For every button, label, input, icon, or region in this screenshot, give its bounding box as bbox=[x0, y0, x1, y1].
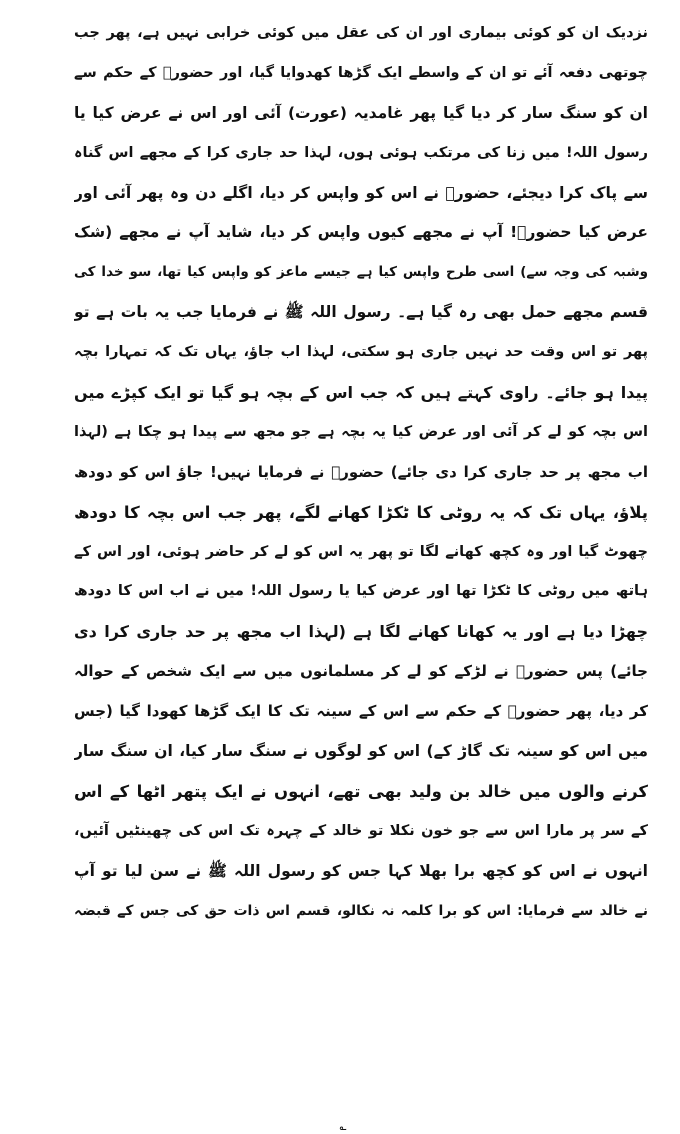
text-line: سے پاک کرا دیجئے، حضورؐ نے اس کو واپس کر دیا، اگلے دن وہ پھر آئی اور bbox=[74, 183, 648, 202]
text-line: کر دیا، پھر حضورؐ کے حکم سے اس کے سینہ تک کا ایک گڑھا کھودا گیا (جس bbox=[74, 702, 648, 721]
text-line: قسم مجھے حمل بھی رہ گیا ہے۔ رسول اللہ ﷺ نے فرمایا جب یہ بات ہے تو bbox=[74, 303, 648, 322]
text-line: اس بچہ کو لے کر آئی اور عرض کیا یہ بچہ ہے جو مجھ سے پیدا ہو چکا ہے (لہذا bbox=[74, 423, 648, 440]
text-line: نزدیک ان کو کوئی بیماری اور ان کی عقل میں کوئی خرابی نہیں ہے، پھر جب bbox=[74, 25, 648, 41]
text-line: میں اس کو سینہ تک گاڑ کے) اس کو لوگوں نے سنگ سار کیا، ان سنگ سار bbox=[74, 742, 648, 761]
body-text bbox=[74, 14, 648, 931]
text-line: پلاؤ، یہاں تک کہ یہ روٹی کا ٹکڑا کھانے لگے، پھر جب اس بچہ کا دودھ bbox=[74, 502, 648, 522]
text-line: اب مجھ پر حد جاری کرا دی جائے) حضورؐ نے فرمایا نہیں! جاؤ اس کو دودھ bbox=[74, 462, 648, 481]
text-line: ان کو سنگ سار کر دیا گیا پھر غامدیہ (عورت) آئی اور اس نے عرض کیا یا bbox=[74, 103, 648, 122]
text-line: چوتھی دفعہ آئے تو ان کے واسطے ایک گڑھا کھدوایا گیا، اور حضورؐ کے حکم سے bbox=[74, 64, 648, 81]
text-line: پیدا ہو جائے۔ راوی کہتے ہیں کہ جب اس کے بچہ ہو گیا تو ایک کپڑے میں bbox=[74, 383, 648, 403]
text-line: جائے) پس حضورؐ نے لڑکے کو لے کر مسلمانوں میں سے ایک شخص کے حوالہ bbox=[74, 662, 648, 681]
page-number-mark: ؎ bbox=[339, 1121, 347, 1131]
text-line: چھوٹ گیا اور وہ کچھ کھانے لگا تو پھر یہ اس کو لے کر حاضر ہوئی، اور اس کے bbox=[74, 543, 648, 560]
text-line: کے سر پر مارا اس سے جو خون نکلا تو خالد کے چہرہ تک اس کی چھینٹیں آئیں، bbox=[74, 822, 648, 839]
text-line: ہاتھ میں روٹی کا ٹکڑا تھا اور عرض کیا یا رسول اللہ! میں نے اب اس کا دودھ bbox=[74, 583, 648, 600]
text-line: رسول اللہ! میں زنا کی مرتکب ہوئی ہوں، لہذا حد جاری کرا کے مجھے اس گناہ bbox=[74, 144, 648, 161]
text-line: چھڑا دیا ہے اور یہ کھانا کھانے لگا ہے (لہذا اب مجھ پر حد جاری کرا دی bbox=[74, 622, 648, 642]
text-line: نے خالد سے فرمایا: اس کو برا کلمہ نہ نکالو، قسم اس ذات حق کی جس کے قبضہ bbox=[74, 902, 648, 919]
text-line: انہوں نے اس کو کچھ برا بھلا کہا جس کو رسول اللہ ﷺ نے سن لیا تو آپ bbox=[74, 861, 648, 880]
text-line: پھر تو اس وقت حد نہیں جاری ہو سکتی، لہذا اب جاؤ، یہاں تک کہ تمہارا بچہ bbox=[74, 344, 648, 361]
text-line: کرنے والوں میں خالد بن ولید بھی تھے، انہوں نے ایک پتھر اٹھا کے اس bbox=[74, 781, 648, 801]
text-line: عرض کیا حضورؐ! آپ نے مجھے کیوں واپس کر دیا، شاید آپ نے مجھے (شک bbox=[74, 223, 648, 242]
text-line: وشبہ کی وجہ سے) اسی طرح واپس کیا ہے جیسے ماعز کو واپس کیا تھا، سو خدا کی bbox=[74, 264, 648, 281]
